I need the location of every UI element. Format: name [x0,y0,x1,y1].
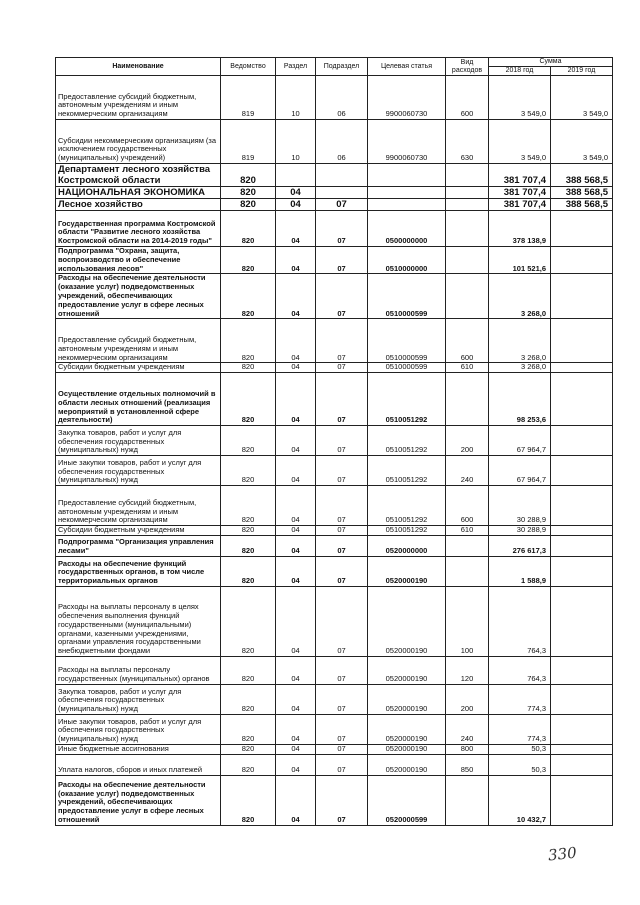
row-sum-2018: 67 964,7 [489,456,551,486]
row-target: 0510051292 [368,526,446,536]
row-name: Государственная программа Костромской области "Развитие лесного хозяйства Костромской области на 2014-2019 годы" [56,211,221,247]
row-dept: 820 [221,274,276,319]
row-kind: 610 [446,363,489,373]
row-dept: 820 [221,319,276,363]
row-subsection: 07 [316,586,368,656]
row-sum-2019 [551,486,613,526]
row-kind [446,187,489,199]
row-dept: 820 [221,535,276,556]
table-row [56,535,613,556]
table-row [56,247,613,274]
row-section: 10 [276,120,316,164]
row-target: 0510000000 [368,247,446,274]
row-subsection [316,187,368,199]
table-row [56,211,613,247]
row-sum-2019 [551,535,613,556]
row-name: Расходы на выплаты персоналу в целях обеспечения выполнения функций государственными (муниципальными) органами, казенными учреждениями, органами управления государственными внебюджетными фондами [56,586,221,656]
row-name: Расходы на обеспечение деятельности (оказание услуг) подведомственных учреждений, обеспечивающих предоставление услуг в сфере лесных отношений [56,775,221,825]
row-sum-2018: 774,3 [489,714,551,744]
row-name: Расходы на обеспечение деятельности (оказание услуг) подведомственных учреждений, обеспечивающих предоставление услуг в сфере лесных отношений [56,274,221,319]
row-dept: 820 [221,363,276,373]
row-sum-2018: 50,3 [489,754,551,775]
row-section: 04 [276,319,316,363]
row-target: 0510000599 [368,363,446,373]
row-subsection: 06 [316,120,368,164]
row-section: 04 [276,199,316,211]
row-kind: 600 [446,319,489,363]
row-name: Закупка товаров, работ и услуг для обеспечения государственных (муниципальных) нужд [56,684,221,714]
row-target: 0510051292 [368,373,446,426]
row-name: Расходы на обеспечение функций государственных органов, в том числе территориальных органов [56,556,221,586]
row-target: 0520000190 [368,754,446,775]
row-section: 04 [276,556,316,586]
header-target: Целевая статья [368,58,446,76]
row-name: Департамент лесного хозяйства Костромской области [56,164,221,187]
row-kind [446,535,489,556]
header-kind: Вид расходов [446,58,489,76]
row-name: Предоставление субсидий бюджетным, автономным учреждениям и иным некоммерческим организациям [56,76,221,120]
header-section: Раздел [276,58,316,76]
row-name: Подпрограмма "Охрана, защита, воспроизводство и обеспечение использования лесов" [56,247,221,274]
row-sum-2019 [551,714,613,744]
row-subsection: 07 [316,535,368,556]
row-subsection: 07 [316,373,368,426]
table-row [56,76,613,120]
row-kind: 120 [446,656,489,684]
table-row [56,120,613,164]
row-name: Субсидии бюджетным учреждениям [56,363,221,373]
row-subsection: 07 [316,775,368,825]
row-sum-2018: 50,3 [489,744,551,754]
row-target: 0520000190 [368,714,446,744]
header-name: Наименование [56,58,221,76]
row-kind [446,211,489,247]
header-dept: Ведомство [221,58,276,76]
row-dept: 820 [221,754,276,775]
row-target: 9900060730 [368,120,446,164]
row-dept: 820 [221,656,276,684]
row-dept: 820 [221,556,276,586]
row-dept: 820 [221,714,276,744]
row-sum-2019 [551,456,613,486]
table-row [56,556,613,586]
row-section: 10 [276,76,316,120]
row-sum-2018: 10 432,7 [489,775,551,825]
row-target: 0520000190 [368,656,446,684]
row-section: 04 [276,684,316,714]
row-section: 04 [276,486,316,526]
row-kind [446,373,489,426]
row-name: НАЦИОНАЛЬНАЯ ЭКОНОМИКА [56,187,221,199]
table-row [56,319,613,363]
row-sum-2019 [551,684,613,714]
row-subsection: 07 [316,247,368,274]
row-sum-2018: 3 549,0 [489,120,551,164]
row-subsection: 07 [316,714,368,744]
row-kind: 240 [446,714,489,744]
row-sum-2018: 101 521,6 [489,247,551,274]
row-sum-2018: 764,3 [489,656,551,684]
row-sum-2018: 381 707,4 [489,164,551,187]
row-name: Субсидии некоммерческим организациям (за исключением государственных (муниципальных) учреждений) [56,120,221,164]
row-subsection: 07 [316,211,368,247]
row-sum-2019 [551,211,613,247]
row-name: Иные бюджетные ассигнования [56,744,221,754]
row-sum-2019 [551,744,613,754]
row-subsection: 07 [316,426,368,456]
row-subsection: 07 [316,456,368,486]
row-dept: 820 [221,456,276,486]
row-sum-2019 [551,426,613,456]
row-section: 04 [276,526,316,536]
row-sum-2018: 3 268,0 [489,274,551,319]
row-name: Расходы на выплаты персоналу государственных (муниципальных) органов [56,656,221,684]
row-sum-2019 [551,556,613,586]
header-subsection: Подраздел [316,58,368,76]
row-section: 04 [276,373,316,426]
row-kind: 850 [446,754,489,775]
row-section: 04 [276,744,316,754]
row-subsection: 07 [316,319,368,363]
budget-table [55,57,613,826]
row-sum-2018: 3 268,0 [489,319,551,363]
row-target: 0510051292 [368,456,446,486]
table-row [56,373,613,426]
row-sum-2019 [551,247,613,274]
row-sum-2019 [551,526,613,536]
row-dept: 820 [221,426,276,456]
table-row [56,456,613,486]
row-kind: 240 [446,456,489,486]
row-target [368,199,446,211]
row-sum-2019 [551,656,613,684]
table-row [56,486,613,526]
row-sum-2018: 276 617,3 [489,535,551,556]
row-sum-2018: 67 964,7 [489,426,551,456]
row-subsection: 07 [316,199,368,211]
row-sum-2018: 1 588,9 [489,556,551,586]
row-name: Субсидии бюджетным учреждениям [56,526,221,536]
row-dept: 819 [221,120,276,164]
row-section: 04 [276,535,316,556]
row-subsection: 07 [316,754,368,775]
table-row [56,684,613,714]
row-target [368,164,446,187]
table-row [56,744,613,754]
row-subsection: 07 [316,363,368,373]
row-section: 04 [276,714,316,744]
row-target: 0520000190 [368,744,446,754]
row-kind: 600 [446,76,489,120]
row-kind [446,775,489,825]
row-section: 04 [276,187,316,199]
row-dept: 820 [221,486,276,526]
row-name: Осуществление отдельных полномочий в области лесных отношений (реализация мероприятий в установленной сфере деятельности) [56,373,221,426]
row-subsection: 07 [316,526,368,536]
row-dept: 820 [221,586,276,656]
row-target: 0510000599 [368,274,446,319]
row-sum-2018: 378 138,9 [489,211,551,247]
row-subsection: 07 [316,556,368,586]
header-2018: 2018 год [489,67,551,76]
row-sum-2019 [551,754,613,775]
row-target: 0520000190 [368,556,446,586]
row-name: Уплата налогов, сборов и иных платежей [56,754,221,775]
row-section: 04 [276,274,316,319]
row-sum-2019: 388 568,5 [551,199,613,211]
row-sum-2019 [551,373,613,426]
handwritten-page-number: 330 [547,843,578,865]
row-sum-2018: 381 707,4 [489,199,551,211]
row-section: 04 [276,456,316,486]
row-dept: 820 [221,744,276,754]
row-target [368,187,446,199]
row-sum-2018: 381 707,4 [489,187,551,199]
row-target: 0500000000 [368,211,446,247]
table-row [56,199,613,211]
row-kind [446,556,489,586]
budget-table-sheet [55,57,612,826]
row-target: 0510051292 [368,426,446,456]
row-subsection: 06 [316,76,368,120]
row-sum-2019 [551,363,613,373]
row-target: 0510051292 [368,486,446,526]
row-sum-2018: 774,3 [489,684,551,714]
row-kind [446,164,489,187]
table-body [56,76,613,826]
row-kind: 630 [446,120,489,164]
row-section [276,164,316,187]
table-row [56,363,613,373]
row-name: Закупка товаров, работ и услуг для обеспечения государственных (муниципальных) нужд [56,426,221,456]
row-name: Иные закупки товаров, работ и услуг для обеспечения государственных (муниципальных) нужд [56,456,221,486]
row-sum-2018: 30 288,9 [489,486,551,526]
row-target: 9900060730 [368,76,446,120]
row-kind [446,274,489,319]
row-dept: 820 [221,684,276,714]
table-row [56,656,613,684]
row-section: 04 [276,775,316,825]
row-sum-2019 [551,274,613,319]
row-subsection: 07 [316,656,368,684]
row-dept: 820 [221,211,276,247]
row-sum-2019 [551,775,613,825]
row-name: Предоставление субсидий бюджетным, автономным учреждениям и иным некоммерческим организациям [56,319,221,363]
row-sum-2018: 3 549,0 [489,76,551,120]
row-subsection: 07 [316,274,368,319]
row-kind: 600 [446,486,489,526]
row-dept: 820 [221,247,276,274]
row-section: 04 [276,363,316,373]
row-sum-2019: 3 549,0 [551,120,613,164]
row-target: 0520000190 [368,586,446,656]
row-dept: 820 [221,164,276,187]
row-kind [446,199,489,211]
table-row [56,586,613,656]
row-section: 04 [276,754,316,775]
row-dept: 820 [221,187,276,199]
row-subsection: 07 [316,486,368,526]
row-sum-2019: 388 568,5 [551,187,613,199]
row-target: 0520000599 [368,775,446,825]
header-sum: Сумма [489,58,613,67]
row-subsection: 07 [316,744,368,754]
row-dept: 820 [221,373,276,426]
row-target: 0510000599 [368,319,446,363]
row-kind [446,247,489,274]
row-target: 0520000190 [368,684,446,714]
row-sum-2018: 764,3 [489,586,551,656]
row-sum-2018: 30 288,9 [489,526,551,536]
row-section: 04 [276,211,316,247]
row-dept: 820 [221,199,276,211]
table-row [56,775,613,825]
row-section: 04 [276,586,316,656]
row-kind: 800 [446,744,489,754]
row-section: 04 [276,426,316,456]
row-name: Иные закупки товаров, работ и услуг для обеспечения государственных (муниципальных) нужд [56,714,221,744]
row-sum-2019: 388 568,5 [551,164,613,187]
row-sum-2019 [551,319,613,363]
table-row [56,526,613,536]
table-row [56,714,613,744]
row-sum-2018: 98 253,6 [489,373,551,426]
table-header [56,58,613,76]
table-row [56,754,613,775]
row-target: 0520000000 [368,535,446,556]
row-kind: 100 [446,586,489,656]
row-name: Подпрограмма "Организация управления лесами" [56,535,221,556]
row-name: Предоставление субсидий бюджетным, автономным учреждениям и иным некоммерческим организациям [56,486,221,526]
row-subsection [316,164,368,187]
row-name: Лесное хозяйство [56,199,221,211]
row-sum-2019 [551,586,613,656]
row-dept: 820 [221,526,276,536]
table-row [56,187,613,199]
header-2019: 2019 год [551,67,613,76]
row-kind: 610 [446,526,489,536]
row-sum-2019: 3 549,0 [551,76,613,120]
row-section: 04 [276,247,316,274]
row-dept: 819 [221,76,276,120]
row-sum-2018: 3 268,0 [489,363,551,373]
row-kind: 200 [446,684,489,714]
table-row [56,164,613,187]
row-section: 04 [276,656,316,684]
row-subsection: 07 [316,684,368,714]
row-kind: 200 [446,426,489,456]
table-row [56,426,613,456]
table-row [56,274,613,319]
row-dept: 820 [221,775,276,825]
